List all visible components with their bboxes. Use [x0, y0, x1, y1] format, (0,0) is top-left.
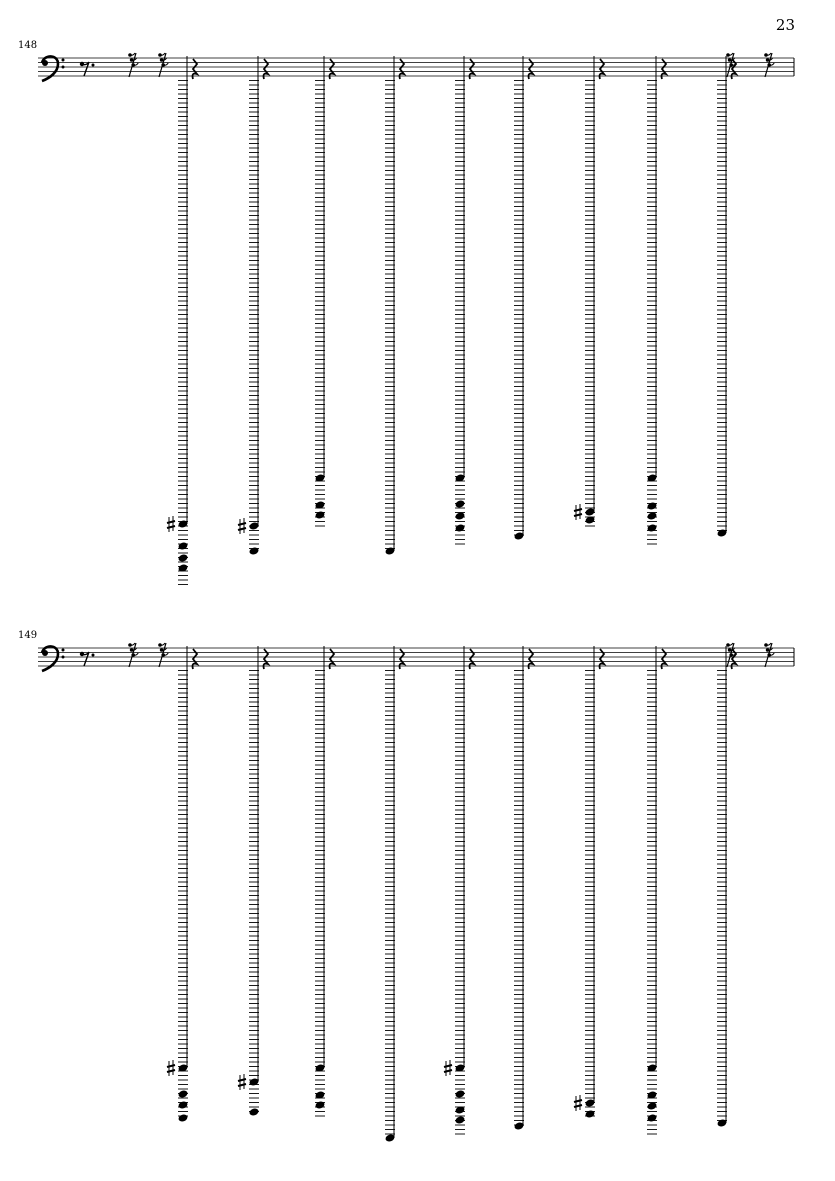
- measure-number: 149: [18, 630, 38, 641]
- sharp-line: [238, 1084, 246, 1086]
- sharp-line: [444, 1070, 452, 1072]
- sharp-line: [167, 526, 175, 528]
- rest-dot: [92, 64, 95, 67]
- rest-stem: [82, 652, 89, 666]
- rest-dot: [92, 654, 95, 657]
- chord: [315, 646, 334, 1116]
- bass-clef-icon: [42, 650, 48, 656]
- chord: [574, 646, 604, 1119]
- chord: [385, 646, 404, 1143]
- bass-clef-dot: [62, 649, 65, 652]
- bass-clef-dot: [62, 656, 65, 659]
- note-head: [249, 546, 260, 555]
- note-head: [249, 1107, 260, 1116]
- chord: [315, 56, 334, 526]
- sharp-line: [574, 514, 582, 516]
- chord: [717, 646, 736, 1128]
- sharp-line: [167, 1065, 175, 1067]
- staff-system: [38, 643, 794, 1143]
- note-head: [315, 1100, 326, 1109]
- chord: [455, 56, 474, 544]
- bass-clef-icon: [42, 60, 48, 66]
- chord: [717, 56, 736, 538]
- note-head: [178, 1113, 189, 1122]
- chord: [238, 56, 268, 556]
- sharp-line: [167, 1070, 175, 1072]
- sharp-line: [238, 523, 246, 525]
- note-head: [455, 523, 466, 532]
- chord: [167, 646, 197, 1123]
- note-head: [178, 541, 189, 550]
- sharp-line: [238, 528, 246, 530]
- chord: [444, 646, 474, 1134]
- bass-clef-dot: [62, 59, 65, 62]
- staff-system: [38, 53, 794, 585]
- rest-stem: [82, 62, 89, 76]
- note-head: [178, 553, 189, 562]
- chord: [514, 56, 533, 541]
- sharp-line: [167, 521, 175, 523]
- note-head: [315, 510, 326, 519]
- note-head: [178, 1089, 189, 1098]
- note-head: [585, 1109, 596, 1118]
- note-head: [647, 501, 658, 510]
- note-head: [455, 1089, 466, 1098]
- sharp-line: [574, 1105, 582, 1107]
- page-number: 23: [775, 16, 795, 34]
- chord: [385, 56, 404, 556]
- bass-clef-dot: [62, 66, 65, 69]
- chord: [574, 56, 604, 526]
- chord: [647, 646, 666, 1134]
- sharp-line: [574, 509, 582, 511]
- chord: [647, 56, 666, 544]
- sharp-line: [574, 1100, 582, 1102]
- chord: [167, 56, 197, 585]
- note-head: [178, 1100, 189, 1109]
- note-head: [647, 1113, 658, 1122]
- sharp-line: [444, 1065, 452, 1067]
- chord: [238, 646, 268, 1117]
- sharp-line: [238, 1079, 246, 1081]
- note-head: [455, 1115, 466, 1124]
- note-head: [647, 523, 658, 532]
- note-head: [455, 499, 466, 508]
- chord: [514, 646, 533, 1131]
- measure-number: 148: [18, 40, 38, 51]
